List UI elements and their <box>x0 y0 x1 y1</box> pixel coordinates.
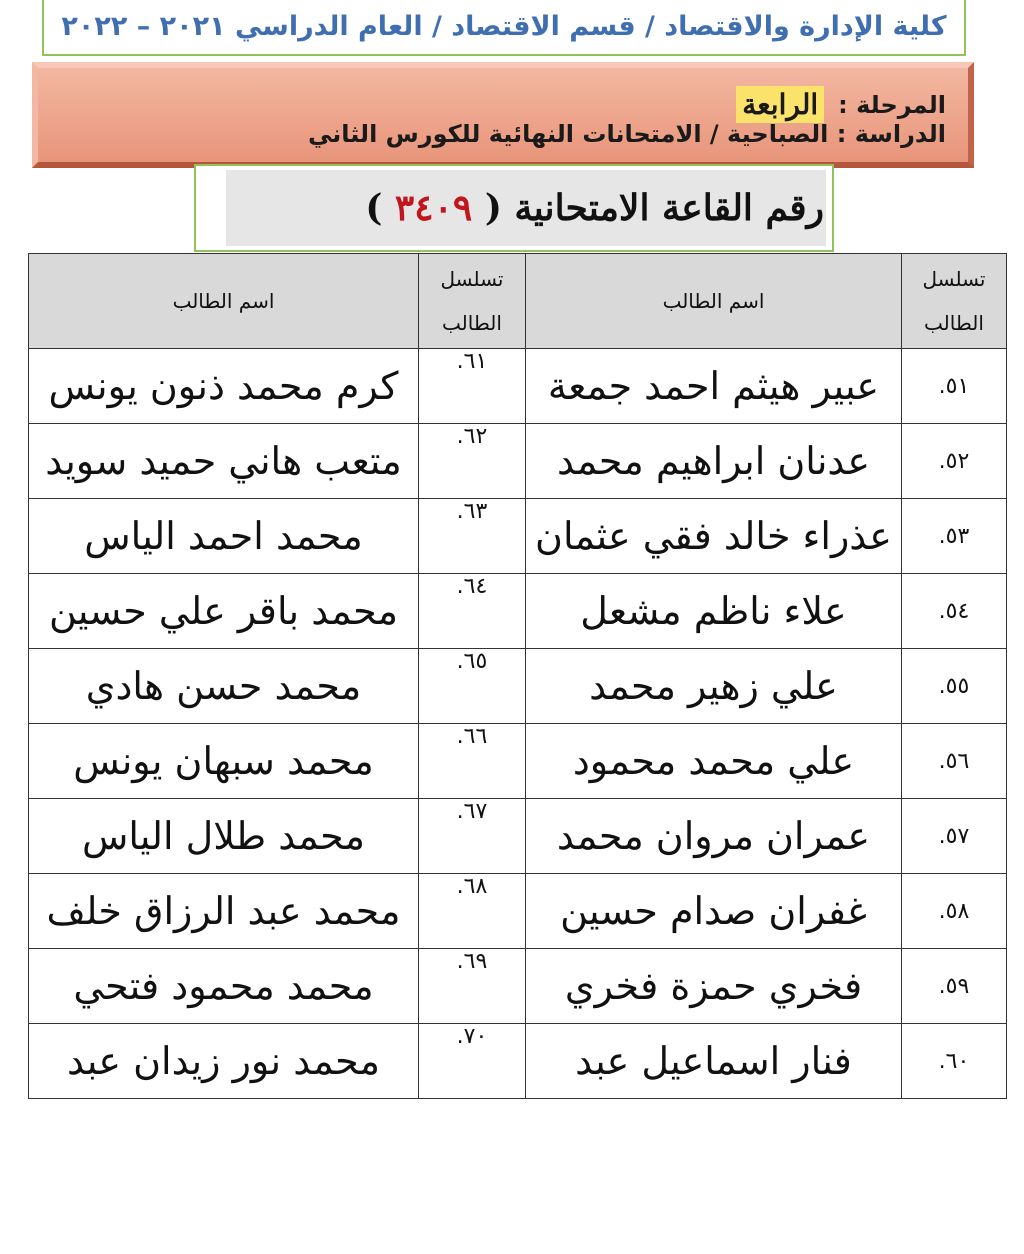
student-seq: ٦٢. <box>419 424 526 499</box>
exam-hall-label: رقم القاعة الامتحانية ( <box>484 187 824 229</box>
student-name: علي زهير محمد <box>526 649 902 724</box>
student-seq: ٦٥. <box>419 649 526 724</box>
student-name: كرم محمد ذنون يونس <box>29 349 419 424</box>
table-row <box>29 424 1007 499</box>
student-name: محمد باقر علي حسين <box>29 574 419 649</box>
student-name: عذراء خالد فقي عثمان <box>526 499 902 574</box>
student-seq: ٥٣. <box>902 499 1007 574</box>
seq-header <box>902 254 1007 349</box>
student-seq: ٦٤. <box>419 574 526 649</box>
seq-header-line1: تسلسل <box>922 267 986 291</box>
student-seq: ٦٣. <box>419 499 526 574</box>
student-name: علي محمد محمود <box>526 724 902 799</box>
student-seq: ٥٥. <box>902 649 1007 724</box>
seq-header-line1: تسلسل <box>440 267 504 291</box>
student-seq: ٦٠. <box>902 1024 1007 1099</box>
student-seq: ٦٩. <box>419 949 526 1024</box>
table-row <box>29 874 1007 949</box>
student-seq: ٥٦. <box>902 724 1007 799</box>
student-name: عمران مروان محمد <box>526 799 902 874</box>
stage-line <box>718 86 946 123</box>
name-header: اسم الطالب <box>29 254 419 349</box>
study-line: الدراسة : الصباحية / الامتحانات النهائية للكورس الثاني <box>307 120 946 148</box>
table-row <box>29 1024 1007 1099</box>
student-name: محمد طلال الياس <box>29 799 419 874</box>
document-title: كلية الإدارة والاقتصاد / قسم الاقتصاد / العام الدراسي ٢٠٢١ – ٢٠٢٢ <box>61 10 947 42</box>
table-row <box>29 649 1007 724</box>
student-name: فخري حمزة فخري <box>526 949 902 1024</box>
student-name: عدنان ابراهيم محمد <box>526 424 902 499</box>
table-row <box>29 949 1007 1024</box>
table-header-row <box>29 254 1007 349</box>
student-seq: ٥٤. <box>902 574 1007 649</box>
name-header: اسم الطالب <box>526 254 902 349</box>
exam-hall-inner <box>226 170 826 246</box>
exam-hall-box <box>194 164 834 252</box>
student-name: فنار اسماعيل عبد <box>526 1024 902 1099</box>
student-seq: ٧٠. <box>419 1024 526 1099</box>
table-row <box>29 724 1007 799</box>
exam-hall-close: ) <box>365 187 383 229</box>
student-name: متعب هاني حميد سويد <box>29 424 419 499</box>
student-seq: ٦١. <box>419 349 526 424</box>
student-seq: ٥٨. <box>902 874 1007 949</box>
seq-header-line2: الطالب <box>924 311 984 335</box>
student-name: محمد احمد الياس <box>29 499 419 574</box>
student-name: محمد نور زيدان عبد <box>29 1024 419 1099</box>
stage-value: الرابعة <box>736 86 824 123</box>
document-title-box <box>42 0 966 56</box>
student-seq: ٥٩. <box>902 949 1007 1024</box>
student-name: عبير هيثم احمد جمعة <box>526 349 902 424</box>
student-name: محمد عبد الرزاق خلف <box>29 874 419 949</box>
table-row <box>29 574 1007 649</box>
exam-hall-heading <box>365 187 824 229</box>
stage-label: المرحلة : <box>838 90 946 119</box>
student-name: علاء ناظم مشعل <box>526 574 902 649</box>
stage-banner <box>32 62 974 168</box>
student-roster-table <box>28 253 1007 1099</box>
student-name: محمد سبهان يونس <box>29 724 419 799</box>
student-seq: ٥١. <box>902 349 1007 424</box>
student-seq: ٥٢. <box>902 424 1007 499</box>
student-name: غفران صدام حسين <box>526 874 902 949</box>
student-seq: ٦٦. <box>419 724 526 799</box>
student-seq: ٦٧. <box>419 799 526 874</box>
exam-hall-number: ٣٤٠٩ <box>394 187 473 229</box>
table-row <box>29 349 1007 424</box>
table-row <box>29 799 1007 874</box>
student-name: محمد حسن هادي <box>29 649 419 724</box>
student-seq: ٥٧. <box>902 799 1007 874</box>
seq-header-line2: الطالب <box>442 311 502 335</box>
table-row <box>29 499 1007 574</box>
student-name: محمد محمود فتحي <box>29 949 419 1024</box>
student-seq: ٦٨. <box>419 874 526 949</box>
seq-header <box>419 254 526 349</box>
